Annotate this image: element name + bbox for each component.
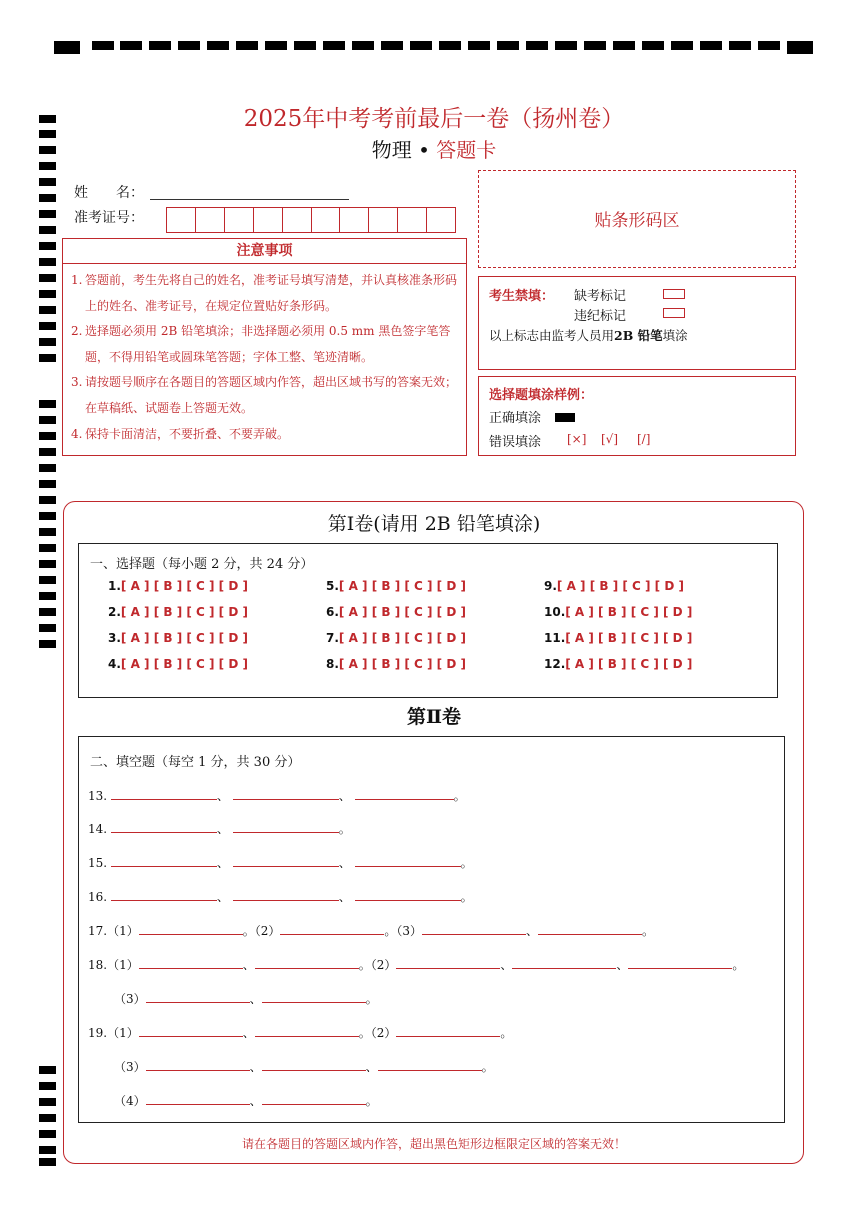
- mcq-question[interactable]: [108, 657, 248, 671]
- timing-mark: [39, 576, 56, 584]
- part1-title: 第Ⅰ卷(请用 2B 铅笔填涂): [327, 513, 541, 535]
- end: 。: [365, 1094, 378, 1108]
- note-bold: 2B 铅笔: [614, 328, 663, 343]
- sep: 、: [526, 924, 539, 938]
- notice-item: [71, 422, 458, 448]
- row-label: 18.（1）: [88, 958, 139, 972]
- answer-blank[interactable]: [146, 1058, 250, 1071]
- timing-mark: [39, 432, 56, 440]
- fill-row-17: [88, 922, 654, 939]
- forbidden-box: [478, 276, 796, 370]
- question-options[interactable]: [ A ] [ B ] [ C ] [ D ]: [565, 657, 693, 671]
- end: 。: [460, 856, 473, 870]
- sep: 、: [338, 789, 351, 803]
- question-number: 1.: [108, 579, 121, 593]
- question-options[interactable]: [ A ] [ B ] [ C ] [ D ]: [120, 657, 248, 671]
- timing-mark: [39, 242, 56, 250]
- notice-item: [71, 370, 458, 421]
- mcq-question[interactable]: [108, 605, 248, 619]
- violation-label: 违纪标记: [574, 309, 627, 324]
- timing-mark: [613, 41, 635, 50]
- fill-row-18-3: [114, 990, 378, 1007]
- sub2: 。（2）: [358, 1026, 397, 1040]
- fill-row-16: [88, 888, 473, 905]
- answer-blank[interactable]: [355, 787, 454, 800]
- correct-label: 正确填涂: [489, 411, 542, 426]
- violation-mark-box[interactable]: [663, 308, 685, 318]
- mcq-question[interactable]: [326, 579, 466, 593]
- timing-mark: [39, 1082, 56, 1090]
- wrong-label: 错误填涂: [489, 435, 542, 450]
- timing-mark: [39, 354, 56, 362]
- fill-row-14: [88, 820, 351, 837]
- timing-mark: [39, 258, 56, 266]
- mcq-question[interactable]: [544, 605, 692, 619]
- timing-mark: [39, 306, 56, 314]
- answer-blank[interactable]: [139, 922, 243, 935]
- answer-blank[interactable]: [111, 820, 217, 833]
- timing-mark: [54, 41, 80, 54]
- timing-mark: [39, 162, 56, 170]
- exam-id-cell[interactable]: [340, 208, 369, 232]
- sep: 、: [365, 1060, 378, 1074]
- question-options[interactable]: [ A ] [ B ] [ C ] [ D ]: [338, 631, 466, 645]
- timing-mark: [39, 194, 56, 202]
- timing-mark: [39, 1098, 56, 1106]
- answer-blank[interactable]: [396, 1024, 500, 1037]
- question-options[interactable]: [ A ] [ B ] [ C ] [ D ]: [565, 605, 693, 619]
- mcq-question[interactable]: [544, 657, 692, 671]
- absent-mark-box[interactable]: [663, 289, 685, 299]
- subject-label: 物理: [371, 138, 412, 162]
- timing-mark: [39, 1114, 56, 1122]
- wrong-sample-2: [√]: [601, 432, 619, 446]
- timing-mark: [178, 41, 200, 50]
- notice-text: 答题前，考生先将自己的姓名，准考证号填写清楚，并认真核准条形码上的姓名、准考证号，在规定位置贴好条形码。: [85, 273, 458, 313]
- timing-mark: [39, 544, 56, 552]
- question-number: 4.: [108, 657, 121, 671]
- timing-mark: [149, 41, 171, 50]
- row-label: 16.: [88, 890, 108, 904]
- exam-id-cell[interactable]: [369, 208, 398, 232]
- sep: 、: [338, 856, 351, 870]
- row-label: （4）: [114, 1094, 146, 1108]
- notice-text: 保持卡面清洁，不要折叠、不要弄破。: [85, 426, 290, 441]
- mcq-question[interactable]: [544, 631, 692, 645]
- question-number: 2.: [108, 605, 121, 619]
- end: 。: [732, 958, 745, 972]
- note-end: 填涂: [662, 328, 688, 343]
- correct-fill-sample: [555, 413, 575, 422]
- fill-row-18: [88, 956, 744, 973]
- notice-heading: 注意事项: [62, 238, 467, 264]
- timing-mark: [39, 226, 56, 234]
- card-label: 答题卡: [436, 138, 497, 162]
- notice-text: 选择题必须用 2B 铅笔填涂；非选择题必须用 0.5 mm 黑色签字笔答题，不得用铅笔或圆珠笔答题；字体工整、笔迹清晰。: [85, 324, 451, 364]
- question-options[interactable]: [ A ] [ B ] [ C ] [ D ]: [120, 579, 248, 593]
- notice-text: 请按题号顺序在各题目的答题区域内作答，超出区域书写的答案无效；在草稿纸、试题卷上答题无效。: [85, 375, 458, 415]
- answer-blank[interactable]: [255, 956, 359, 969]
- mcq-question[interactable]: [326, 631, 466, 645]
- row-label: （3）: [114, 1060, 146, 1074]
- fill-row-15: [88, 854, 473, 871]
- answer-blank[interactable]: [512, 956, 616, 969]
- timing-mark: [120, 41, 142, 50]
- timing-mark: [39, 274, 56, 282]
- timing-mark: [39, 400, 56, 408]
- timing-mark: [584, 41, 606, 50]
- sample-title: 选择题填涂样例：: [489, 388, 594, 403]
- answer-blank[interactable]: [255, 1024, 359, 1037]
- question-number: 3.: [108, 631, 121, 645]
- sub2: 。（2）: [242, 924, 281, 938]
- timing-mark: [497, 41, 519, 50]
- top-timing-marks: [54, 41, 814, 57]
- question-number: 10.: [544, 605, 566, 619]
- end: 。: [500, 1026, 513, 1040]
- timing-mark: [352, 41, 374, 50]
- timing-mark: [39, 210, 56, 218]
- answer-blank[interactable]: [262, 990, 366, 1003]
- notice-num: 3.: [71, 375, 83, 390]
- wrong-sample-3: [/]: [637, 432, 651, 446]
- forbidden-note: [489, 326, 688, 344]
- answer-blank[interactable]: [262, 1058, 366, 1071]
- sep: 、: [242, 1026, 255, 1040]
- answer-blank[interactable]: [111, 888, 217, 901]
- exam-id-cell[interactable]: [196, 208, 225, 232]
- question-number: 9.: [544, 579, 557, 593]
- exam-id-cell[interactable]: [225, 208, 254, 232]
- end: 。: [453, 789, 466, 803]
- timing-mark: [236, 41, 258, 50]
- notice-num: 2.: [71, 324, 83, 339]
- sub2: 。（2）: [358, 958, 397, 972]
- name-label: 姓 名：: [74, 185, 144, 201]
- answer-blank[interactable]: [262, 1092, 366, 1105]
- notice-num: 1.: [71, 273, 83, 287]
- mcq-question[interactable]: [108, 579, 248, 593]
- exam-id-cell[interactable]: [398, 208, 427, 232]
- timing-mark: [39, 322, 56, 330]
- mcq-section-title: 一、选择题（每小题 2 分，共 24 分）: [90, 557, 314, 572]
- answer-blank[interactable]: [378, 1058, 482, 1071]
- sep: 、: [249, 1060, 262, 1074]
- sep: 、: [338, 890, 351, 904]
- fill-row-19-4: [114, 1092, 378, 1109]
- timing-mark: [439, 41, 461, 50]
- footer-warning: 请在各题目的答题区域内作答，超出黑色矩形边框限定区域的答案无效！: [241, 1137, 626, 1151]
- mcq-question[interactable]: [544, 579, 684, 593]
- question-options[interactable]: [ A ] [ B ] [ C ] [ D ]: [338, 605, 466, 619]
- timing-mark: [39, 640, 56, 648]
- answer-blank[interactable]: [233, 888, 339, 901]
- timing-mark: [671, 41, 693, 50]
- timing-mark: [39, 338, 56, 346]
- notice-num: 4.: [71, 426, 83, 441]
- barcode-area: [478, 170, 796, 268]
- timing-mark: [294, 41, 316, 50]
- timing-mark: [729, 41, 751, 50]
- answer-blank[interactable]: [396, 956, 500, 969]
- fill-row-19: [88, 1024, 512, 1041]
- notice-item: [71, 268, 458, 319]
- row-label: 17.（1）: [88, 924, 139, 938]
- answer-blank[interactable]: [628, 956, 732, 969]
- question-options[interactable]: [ A ] [ B ] [ C ] [ D ]: [120, 631, 248, 645]
- mcq-question[interactable]: [326, 605, 466, 619]
- answer-blank[interactable]: [111, 854, 217, 867]
- answer-blank[interactable]: [538, 922, 642, 935]
- answer-blank[interactable]: [355, 854, 461, 867]
- timing-mark: [39, 592, 56, 600]
- row-label: 13.: [88, 789, 108, 803]
- timing-mark: [39, 464, 56, 472]
- timing-mark: [39, 496, 56, 504]
- answer-blank[interactable]: [146, 990, 250, 1003]
- timing-mark: [39, 448, 56, 456]
- timing-mark: [39, 178, 56, 186]
- timing-mark: [381, 41, 403, 50]
- timing-mark: [468, 41, 490, 50]
- question-options[interactable]: [ A ] [ B ] [ C ] [ D ]: [338, 657, 466, 671]
- timing-mark: [526, 41, 548, 50]
- exam-id-label: 准考证号：: [74, 210, 144, 226]
- fill-sample-box: [478, 376, 796, 456]
- timing-mark: [207, 41, 229, 50]
- end: 。: [460, 890, 473, 904]
- end: 。: [642, 924, 655, 938]
- end: 。: [481, 1060, 494, 1074]
- page-title: 2025年中考考前最后一卷（扬州卷）: [243, 106, 625, 132]
- timing-mark: [92, 41, 114, 50]
- end: 。: [338, 822, 351, 836]
- answer-blank[interactable]: [233, 787, 339, 800]
- timing-mark: [39, 560, 56, 568]
- timing-mark: [265, 41, 287, 50]
- answer-blank[interactable]: [111, 787, 217, 800]
- wrong-sample-1: [×]: [567, 432, 587, 446]
- exam-id-cell[interactable]: [427, 208, 455, 232]
- mcq-question[interactable]: [326, 657, 466, 671]
- question-options[interactable]: [ A ] [ B ] [ C ] [ D ]: [565, 631, 693, 645]
- sep: 、: [216, 822, 229, 836]
- timing-mark: [700, 41, 722, 50]
- answer-blank[interactable]: [146, 1092, 250, 1105]
- sep: 、: [249, 1094, 262, 1108]
- question-options[interactable]: [ A ] [ B ] [ C ] [ D ]: [120, 605, 248, 619]
- exam-id-cell[interactable]: [167, 208, 196, 232]
- notice-body: [62, 264, 467, 456]
- answer-blank[interactable]: [422, 922, 526, 935]
- exam-id-grid[interactable]: [166, 207, 456, 233]
- page-subtitle: [0, 134, 868, 163]
- question-number: 8.: [326, 657, 339, 671]
- timing-mark: [39, 624, 56, 632]
- answer-blank[interactable]: [233, 820, 339, 833]
- timing-mark: [787, 41, 813, 54]
- absent-label: 缺考标记: [574, 289, 627, 304]
- sep: 、: [242, 958, 255, 972]
- answer-blank[interactable]: [355, 888, 461, 901]
- question-options[interactable]: [ A ] [ B ] [ C ] [ D ]: [338, 579, 466, 593]
- question-number: 11.: [544, 631, 566, 645]
- question-options[interactable]: [ A ] [ B ] [ C ] [ D ]: [556, 579, 684, 593]
- question-number: 7.: [326, 631, 339, 645]
- timing-mark: [39, 416, 56, 424]
- timing-mark: [39, 290, 56, 298]
- timing-mark: [323, 41, 345, 50]
- sep: 、: [216, 890, 229, 904]
- fill-section-title: 二、填空题（每空 1 分，共 30 分）: [90, 755, 301, 770]
- answer-blank[interactable]: [139, 956, 243, 969]
- note-text: 以上标志由监考人员用: [489, 328, 615, 343]
- sep: 、: [216, 789, 229, 803]
- sep: 、: [500, 958, 513, 972]
- answer-blank[interactable]: [233, 854, 339, 867]
- sep: 、: [249, 992, 262, 1006]
- sep: 、: [216, 856, 229, 870]
- end: 。: [365, 992, 378, 1006]
- timing-mark: [642, 41, 664, 50]
- mcq-question[interactable]: [108, 631, 248, 645]
- mcq-box: [78, 543, 778, 698]
- barcode-label: 贴条形码区: [594, 211, 680, 231]
- answer-blank[interactable]: [280, 922, 384, 935]
- fill-row-19-3: [114, 1058, 494, 1075]
- name-field[interactable]: [150, 184, 349, 200]
- forbidden-label: 考生禁填：: [489, 289, 555, 304]
- question-number: 6.: [326, 605, 339, 619]
- row-label: 19.（1）: [88, 1026, 139, 1040]
- question-number: 5.: [326, 579, 339, 593]
- timing-mark: [410, 41, 432, 50]
- exam-id-cell[interactable]: [254, 208, 283, 232]
- row-label: （3）: [114, 992, 146, 1006]
- timing-mark: [39, 608, 56, 616]
- row-label: 14.: [88, 822, 108, 836]
- exam-id-cell[interactable]: [312, 208, 341, 232]
- exam-id-cell[interactable]: [283, 208, 312, 232]
- timing-mark: [39, 1158, 56, 1166]
- timing-mark: [555, 41, 577, 50]
- timing-mark: [39, 1066, 56, 1074]
- sub3: 。（3）: [384, 924, 423, 938]
- notice-item: [71, 319, 458, 370]
- row-label: 15.: [88, 856, 108, 870]
- fill-row-13: [88, 787, 466, 804]
- timing-mark: [758, 41, 780, 50]
- question-number: 12.: [544, 657, 566, 671]
- part2-title: 第Ⅱ卷: [406, 706, 461, 728]
- title-dot: •: [418, 138, 430, 162]
- timing-mark: [39, 480, 56, 488]
- answer-blank[interactable]: [139, 1024, 243, 1037]
- sep: 、: [616, 958, 629, 972]
